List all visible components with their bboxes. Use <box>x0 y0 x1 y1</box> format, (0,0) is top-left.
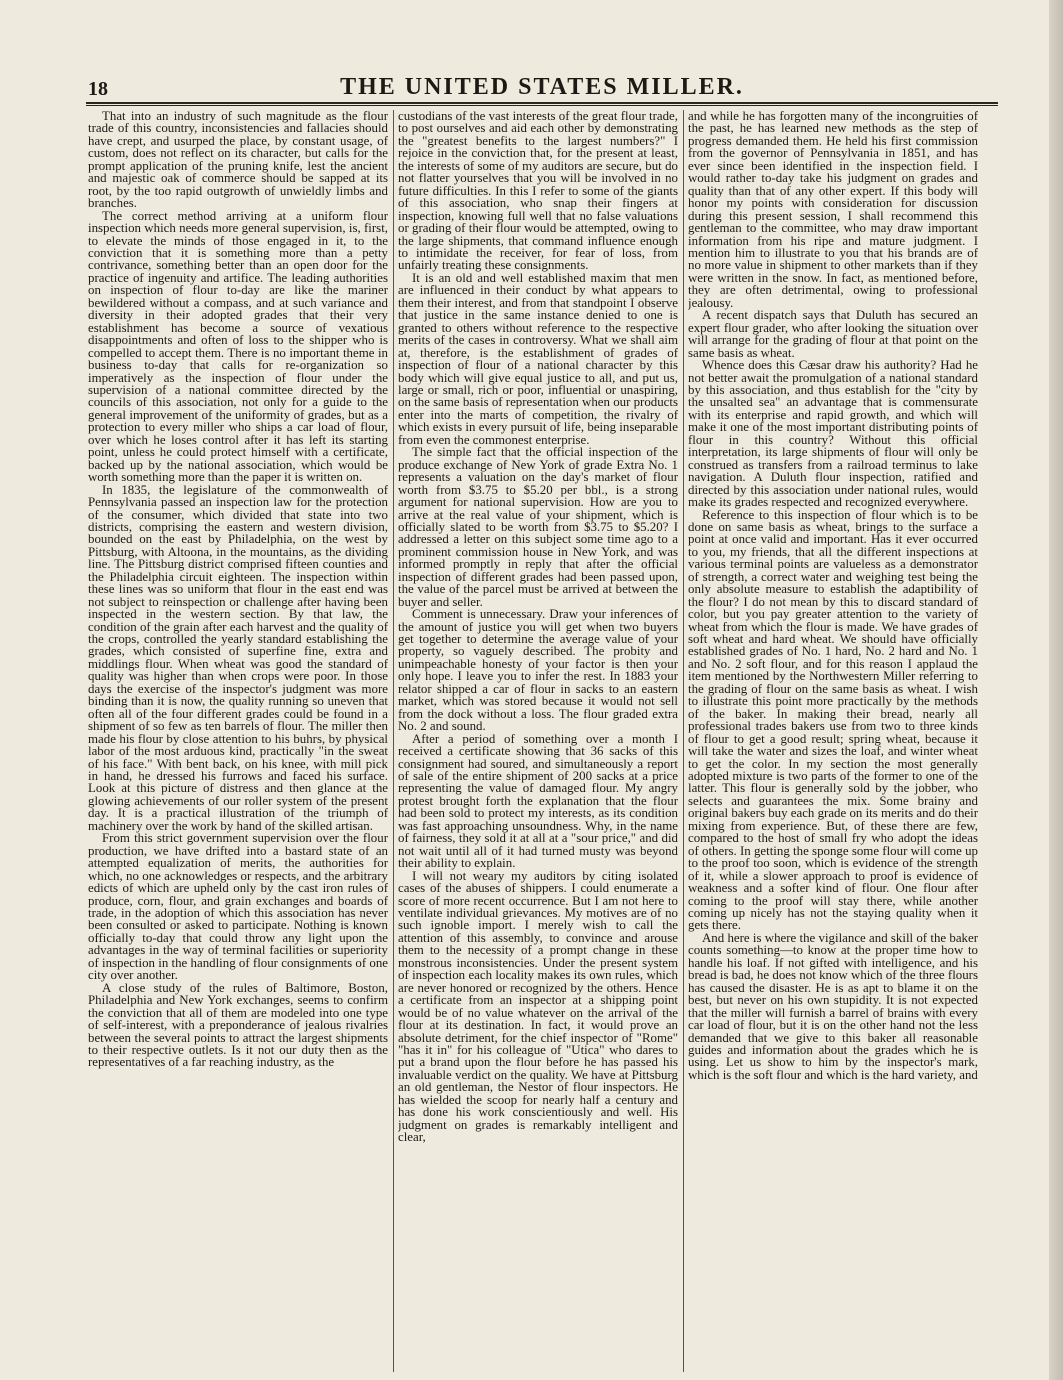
paragraph: In 1835, the legislature of the commonwealth of Pennsylvania passed an inspection law for the protection of the consumer, which divided that state into two districts, comprising the eastern and western division, bounded on the east by Philadelphia, on the west by Pittsburg, with Altoona, in the mountains, as the dividing line. The Pittsburg district comprised fifteen counties and the Philadelphia circuit eighteen. The inspection within these lines was so uniform that flour in the east end was not subject to reinspection or challenge after having been inspected in the western section. By that law, the condition of the grain after each harvest and the quality of the crops, controlled the yearly standard establishing the grades, which consisted of superfine fine, extra and middlings flour. When wheat was good the standard of quality was higher than when crops were poor. In those days the exercise of the inspector's judgment was more binding than it is now, the quality running so uneven that often all of the four different grades could be found in a shipment of so few as ten barrels of flour. The miller then made his flour by close attention to his buhrs, by physical labor of the most arduous kind, practically "in the sweat of his face." With bent back, on his knee, with mill pick in hand, he dressed his furrows and faced his surface. Look at this picture of distress and then glance at the glowing achievements of our roller system of the present day. It is a practical illustration of the triumph of machinery over the work by hand of the skilled artisan. <box>88 482 388 833</box>
paragraph: Reference to this inspection of flour which is to be done on same basis as wheat, brings to the surface a point at once valid and important. Has it ever occurred to you, my friends, that all the different inspections at various terminal points are valueless as a demonstrator of strength, a correct water and weighing test being the only absolute measure to establish the adaptibility of the flour? I do not mean by this to discard standard of color, but you pay greater attention to the variety of wheat from which the flour is made. We have grades of soft wheat and hard wheat. We should have officially established grades of No. 1 hard, No. 2 hard and No. 1 and No. 2 soft flour, and for this reason I applaud the item mentioned by the Northwestern Miller referring to the grading of flour on the same basis as wheat. I wish to illustrate this point more practically by the methods of the baker. In making their bread, nearly all professional trades bakers use from two to three kinds of flour to get a good result; spring wheat, because it will take the water and sizes the loaf, and winter wheat to get the color. In my section the most generally adopted mixture is two parts of the former to one of the latter. This flour is generally sold by the jobber, who selects and guarantees the mix. Some brainy and original bakers buy each grade on its merits and do their mixing from experience. But, of these there are few, compared to the host of small fry who adopt the ideas of others. In getting the sponge some flour will come up to the proof too soon, which is evidence of the strength of it, while a slower approach to proof is evidence of weakness and a softer kind of flour. One flour after coming to the proof will stay there, while another coming up nicely has not the staying quality when it gets there. <box>688 507 978 933</box>
paragraph: A close study of the rules of Baltimore, Boston, Philadelphia and New York exchanges, seems to confirm the conviction that all of them are modeled into one type of self-interest, with a preponderance of jealous rivalries between the several points to attract the largest shipments to their respective outlets. Is it not our duty then as the representatives of a far reaching industry, as the <box>88 980 388 1070</box>
paragraph: That into an industry of such magnitude as the flour trade of this country, inconsistencies and fallacies should have crept, and usurped the place, by constant usage, of custom, does not reflect on its character, but calls for the prompt application of the pruning knife, lest the ancient and majestic oak of commerce should be sapped at its root, by the too rapid outgrowth of unwieldly limbs and branches. <box>88 110 388 211</box>
paragraph: Comment is unnecessary. Draw your inferences of the amount of justice you will get when two buyers get together to determine the average value of your property, so vaguely described. The probity and unimpeachable honesty of your factor is then your only hope. I leave you to infer the rest. In 1883 your relator shipped a car of flour in sacks to an eastern market, which was stored because it would not sell from the dock without a loss. The flour graded extra No. 2 and sound. <box>398 607 678 734</box>
page-edge <box>1049 0 1063 1380</box>
paragraph: And here is where the vigilance and skill of the baker counts something—to know at the proper time how to handle his loaf. If not gifted with intelligence, and his bread is bad, he does not know which of the three flours has caused the disaster. He is as apt to blame it on the best, but never on his own stupidity. It is not expected that the miller will furnish a barrel of brains with every car load of flour, but it is on the other hand not the less demanded that we give to this baker all reasonable guides and information about the grades which he is using. Let us show to him by the inspector's mark, which is the soft flour and which is the hard variety, and <box>688 930 978 1082</box>
text-column-1 <box>88 110 388 1372</box>
paragraph: From this strict government supervision over the flour production, we have drifted into a bastard state of an attempted equalization of merits, the authorities for which, no one acknowledges or respects, and the arbitrary edicts of which are upheld only by the cast iron rules of produce, corn, flour, and grain exchanges and boards of trade, in the adoption of which this association has never been consulted or asked to participate. Nothing is known officially to-day that could throw any light upon the advantages in the way of terminal facilities or superiority of inspection in the handling of flour consignments of one city over another. <box>88 831 388 983</box>
column-divider <box>683 110 684 1372</box>
header-rule <box>86 102 998 104</box>
text-column-2 <box>398 110 678 1372</box>
column-divider <box>393 110 394 1372</box>
paragraph: and while he has forgotten many of the incongruities of the past, he has learned new methods as the step of progress demanded them. He held his first commission from the governor of Pennsylvania in 1851, and has ever since been identified in the inspection field. I would rather to-day take his judgment on grades and quality than that of any other expert. If this body will honor my points with consideration for discussion during this present session, I shall recommend this gentleman to the committee, who may draw important information from his ripe and mature judgment. I mention him to illustrate to you that his brands are of no more value in shipment to other markets than if they were written in the snow. In fact, as mentioned before, they are often detrimental, owing to professional jealousy. <box>688 110 978 310</box>
paragraph: custodians of the vast interests of the great flour trade, to post ourselves and aid each other by demonstrating the "greatest benefits to the largest numbers?" I rejoice in the conviction that, for the present at least, the interests of some of my auditors are secure, but do not flatter yourselves that you will be involved in no future difficulties. In this I refer to some of the giants of this association, who snap their fingers at inspection, knowing full well that no false valuations or grading of their flour would be attempted, owing to the large shipments, that command influence enough to intimidate the receiver, for fear of loss, from unfairly treating these consignments. <box>398 110 678 273</box>
paragraph: After a period of something over a month I received a certificate showing that 36 sacks of this consignment had soured, and simultaneously a report of sale of the entire shipment of 200 sacks at a price representing the value of damaged flour. My angry protest brought forth the explanation that the flour had been sold to protect my interests, as its condition was fast approaching unsoundness. Why, in the name of fairness, they sold it at all at a "sour price," and did not wait until all of it had turned musty was beyond their ability to explain. <box>398 731 678 871</box>
paragraph: A recent dispatch says that Duluth has secured an expert flour grader, who after looking the situation over will arrange for the grading of flour at that point on the same basis as wheat. <box>688 308 978 360</box>
paragraph: The simple fact that the official inspection of the produce exchange of New York of grade Extra No. 1 represents a valuation on the day's market of flour worth from $3.75 to $5.20 per bbl., is a strong argument for national supervision. How are you to arrive at the real value of your shipment, which is officially slated to be worth from $3.75 to $5.20? I addressed a letter on this subject some time ago to a prominent commission house in New York, and was informed promptly in reply that after the official inspection of different grades had been passed upon, the value of the parcel must be arrived at between the buyer and seller. <box>398 445 678 609</box>
page-number: 18 <box>88 78 108 100</box>
publication-title: THE UNITED STATES MILLER. <box>340 74 744 100</box>
paragraph: I will not weary my auditors by citing isolated cases of the abuses of shippers. I could enumerate a score of more recent occurrence. But I am not here to ventilate individual grievances. My motives are of no such ignoble import. I merely wish to call the attention of this assembly, to convince and arouse them to the necessity of a prompt change in these monstrous inconsistencies. Under the present system of inspection each locality makes its own rules, which are never honored or recognized by the others. Hence a certificate from an inspector at a shipping point would be of no value whatever on the arrival of the flour at its destination. In fact, it would prove an absolute detriment, for the chief inspector of "Rome" "has it in" for his colleague of "Utica" who dares to put a brand upon the flour before he has passed his invaluable verdict on the quality. We have at Pittsburg an old gentleman, the Nestor of flour inspectors. He has wielded the scoop for nearly half a century and has done his work conscientiously and well. His judgment on grades is remarkably intelligent and clear, <box>398 868 678 1145</box>
paragraph: The correct method arriving at a uniform flour inspection which needs more general supervision, is, first, to elevate the minds of those engaged in it, to the conviction that it is something more than a petty contrivance, something better than an open door for the practice of ingenuity and artifice. The leading authorities on inspection of flour to-day are like the mariner bewildered without a compass, and at such variance and diversity in their adopted grades that their very establishment has become a source of vexatious disappointments and often of loss to the shipper who is compelled to accept them. There is no important theme in business to-day that calls for re-organization so imperatively as the inspection of flour under the supervision of a national committee directed by the councils of this association, not only for a guide to the general improvement of the uniformity of grades, but as a protection to every miller who ships a car load of flour, over which he loses control after it has left its starting point, unless he could protect himself with a certificate, backed up by the national association, which would be worth something more than the paper it is written on. <box>88 208 388 485</box>
paragraph: Whence does this Cæsar draw his authority? Had he not better await the promulgation of a national standard by this association, and thus establish for the "city by the unsalted sea" an advantage that is commensurate with its enterprise and rapid growth, and which will make it one of the most important distributing points of flour in this country? Without this official interpretation, its large shipments of flour will only be construed as transfers from a railroad terminus to lake navigation. A Duluth flour inspection, ratified and directed by this association under national rules, would make its grades respected and recognized everywhere. <box>688 358 978 510</box>
page-header <box>86 70 998 98</box>
text-column-3 <box>688 110 978 1372</box>
paragraph: It is an old and well established maxim that men are influenced in their conduct by what appears to them their interest, and from that standpoint I observe that justice in the same instance denied to one is granted to others without reference to the respective merits of the cases in controversy. What we shall aim at, therefore, is the establishment of grades of inspection of flour of a national character by this body which will give equal justice to all, and put us, large or small, rich or poor, influential or unaspiring, on the same basis of representation when our products enter into the marts of competition, the rivalry of which exists in every pursuit of life, being inseparable from even the commonest enterprise. <box>398 270 678 447</box>
header-rule-thin <box>86 105 998 106</box>
